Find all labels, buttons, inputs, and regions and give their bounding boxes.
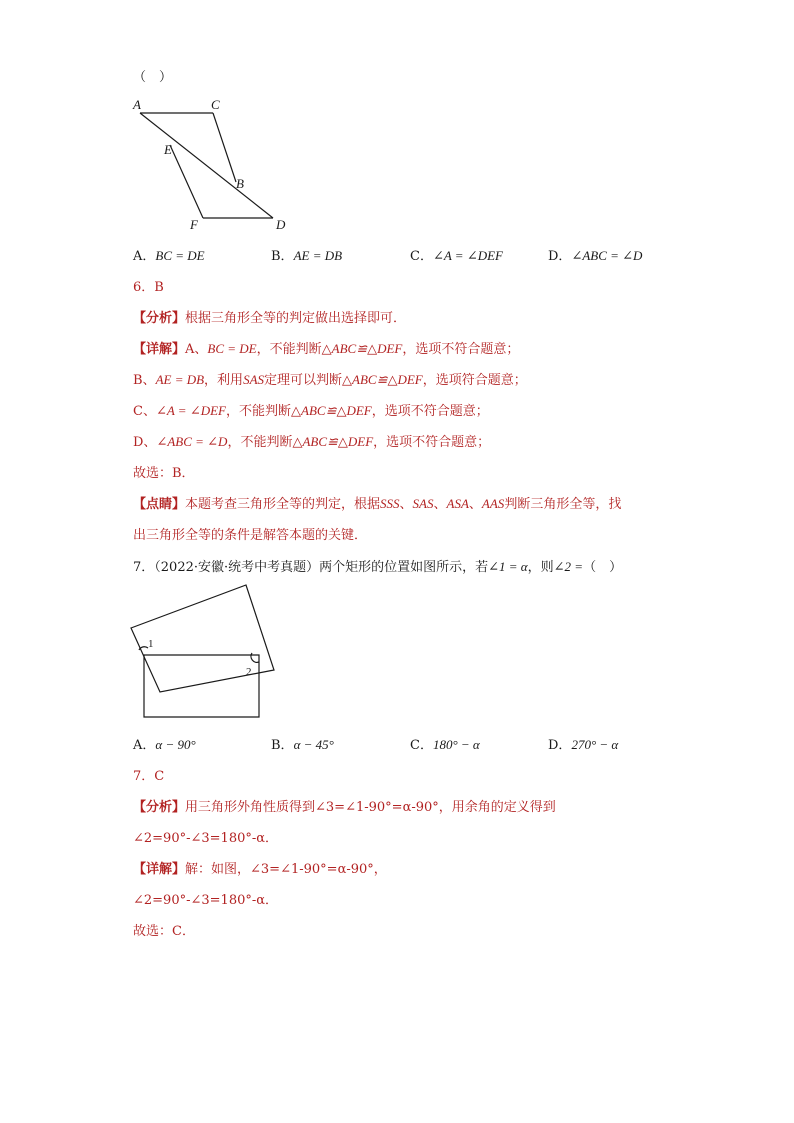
separator: 、 [468,497,482,512]
line-end: ，选项不符合题意； [402,342,520,357]
fig1-label-D: D [276,217,286,232]
question-text: 7．（2022·安徽·统考中考真题）两个矩形的位置如图所示，若 [133,560,489,575]
option-text: ∠A = ∠DEF [432,248,503,263]
option-text: 270° − α [571,737,619,752]
option-text: 180° − α [432,737,480,752]
detail-tag: 【详解】 [133,862,186,877]
q7-analysis-line-2: ∠2=90°-∠3=180°-α． [133,831,279,846]
analysis-text: 用三角形外角性质得到∠3=∠1-90°=α-90°，用余角的定义得到 [185,800,556,815]
q6-comment-line-2: 出三角形全等的条件是解答本题的关键． [133,528,368,543]
question-ask: ∠2 = [553,559,584,574]
fig2-label-1: 1 [148,638,154,650]
q7-option-b[interactable] [271,734,334,753]
option-text: ∠ABC = ∠D [571,248,643,263]
line-end: ，选项符合题意； [422,373,527,388]
fig1-label-F: F [190,217,198,232]
option-letter: A． [133,249,156,264]
line-mid: ，不能判断 [256,342,322,357]
fig1-label-C: C [211,97,220,112]
line-mid: ，不能判断 [227,435,293,450]
line-condition: BC = DE [207,341,257,356]
q6-detail-line-a [133,338,519,357]
separator: 、 [399,497,413,512]
comment-tag: 【点睛】 [133,497,186,512]
line-prefix: A、 [185,342,208,357]
line-prefix: B、 [133,373,156,388]
q7-answer-paren: （ ） [583,560,623,575]
q5-option-d[interactable] [548,245,642,264]
analysis-tag: 【分析】 [133,800,186,815]
option-letter: D． [548,738,572,753]
option-letter: C． [410,249,433,264]
option-text: α − 45° [293,737,334,752]
line-condition: AE = DB [155,372,205,387]
rule-sss: SSS [380,496,400,511]
option-letter: B． [271,738,294,753]
line-prefix: C、 [133,404,156,419]
fig1-label-E: E [164,142,172,157]
q7-detail [133,858,387,877]
fig1-label-A: A [133,97,141,112]
rule-aas: AAS [481,496,505,511]
detail-tag: 【详解】 [133,342,186,357]
analysis-text: 根据三角形全等的判定做出选择即可． [185,311,407,326]
q5-option-a[interactable] [133,245,205,264]
q5-options [133,245,693,263]
line-congruence: △ABC≌△DEF [292,434,374,449]
q7-option-a[interactable] [133,734,196,753]
q5-option-b[interactable] [271,245,342,264]
fig2-label-2: 2 [246,666,252,678]
line-mid2: 定理可以判断 [264,373,343,388]
line-congruence: △ABC≌△DEF [342,372,423,387]
q6-answer: 6．B [133,280,164,295]
q5-answer-paren: （ ） [133,70,173,85]
q7-detail-line-2: ∠2=90°-∠3=180°-α． [133,893,279,908]
q7-answer: 7．C [133,769,165,784]
rule-asa: ASA [446,496,469,511]
q5-option-c[interactable] [410,245,503,264]
q6-detail-line-c [133,400,489,419]
line-congruence: △ABC≌△DEF [321,341,403,356]
q6-choice: 故选：B． [133,466,195,481]
line-end: ，选项不符合题意； [371,404,489,419]
q5-figure [128,92,298,237]
comment-text: 判断三角形全等，找 [504,497,622,512]
option-letter: C． [410,738,433,753]
q7-figure [128,580,288,725]
comment-text: 本题考查三角形全等的判定，根据 [185,497,381,512]
option-letter: A． [133,738,156,753]
question-given: ∠1 = α [488,559,528,574]
line-condition: ∠ABC = ∠D [156,434,228,449]
q7-option-d[interactable] [548,734,618,753]
q6-comment-line-1 [133,493,621,512]
separator: 、 [433,497,447,512]
option-letter: D． [548,249,572,264]
analysis-tag: 【分析】 [133,311,186,326]
q7-option-c[interactable] [410,734,480,753]
q7-choice: 故选：C． [133,924,195,939]
line-mid: ，利用 [204,373,244,388]
option-text: BC = DE [155,248,205,263]
fig1-label-B: B [236,176,244,191]
line-end: ，选项不符合题意； [373,435,491,450]
q6-detail-line-b [133,369,527,388]
q6-analysis [133,307,406,326]
question-text: ，则 [527,560,554,575]
q6-detail-line-d [133,431,490,450]
option-text: AE = DB [293,248,343,263]
q7-analysis [133,796,556,815]
q7-options [133,734,693,752]
option-text: α − 90° [155,737,196,752]
rule-sas: SAS [412,496,434,511]
detail-text: 解：如图，∠3=∠1-90°=α-90°， [185,862,387,877]
line-prefix: D、 [133,435,157,450]
line-condition: ∠A = ∠DEF [155,403,226,418]
option-letter: B． [271,249,294,264]
line-mid: ，不能判断 [226,404,292,419]
q7-question [133,556,622,575]
line-congruence: △ABC≌△DEF [291,403,372,418]
line-rule: SAS [243,372,265,387]
